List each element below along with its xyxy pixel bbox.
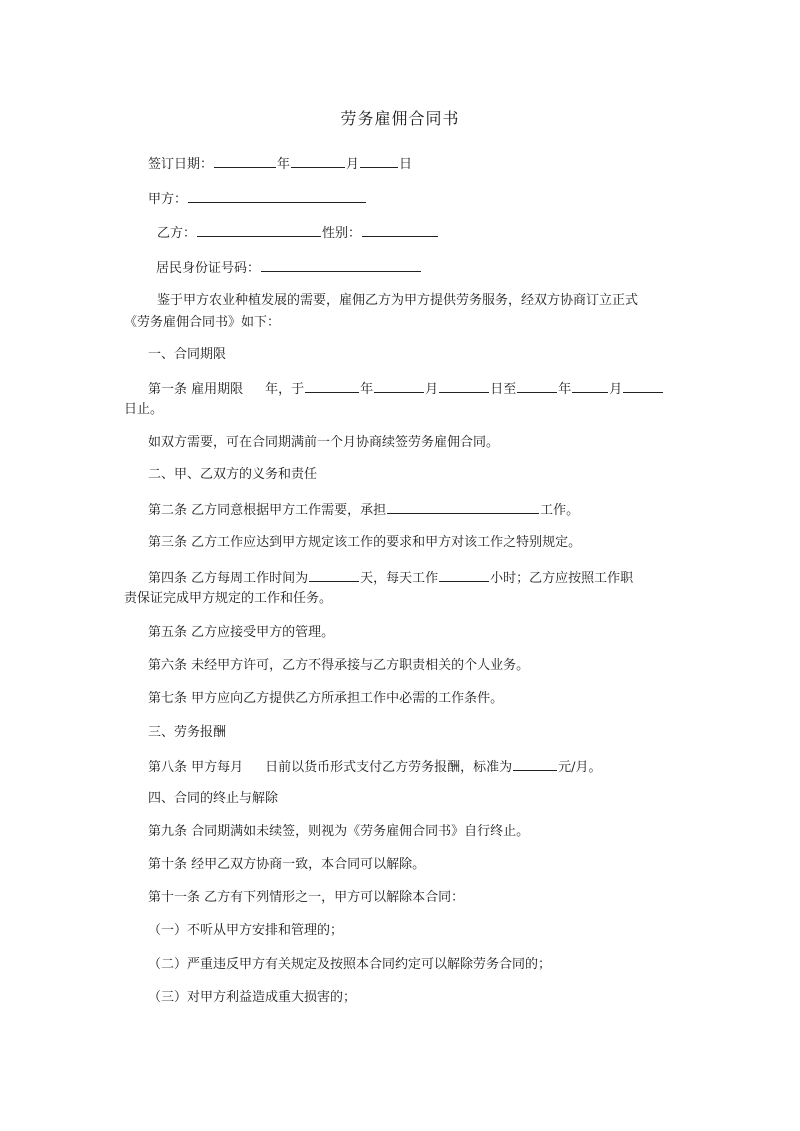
article-2-suffix: 工作。 (540, 503, 580, 518)
end-day-blank[interactable] (623, 378, 663, 393)
article-1-line-2: 日止。 (124, 402, 164, 417)
preamble-line-2: 《劳务雇佣合同书》如下： (124, 315, 281, 330)
list-item: （二）严重违反甲方有关规定及按照本合同约定可以解除劳务合同的； (148, 957, 552, 972)
salary-blank[interactable] (513, 756, 557, 771)
article-11: 第十一条 乙方有下列情形之一，甲方可以解除本合同： (148, 890, 465, 905)
gender-label: 性别： (322, 226, 362, 241)
party-a-label: 甲方： (148, 192, 188, 207)
section-heading-term: 一、合同期限 (148, 347, 227, 362)
article-3: 第三条 乙方工作应达到甲方规定该工作的要求和甲方对该工作之特别规定。 (148, 535, 582, 550)
start-year-blank[interactable] (305, 378, 359, 393)
party-b-blank[interactable] (197, 222, 321, 237)
article-5: 第五条 乙方应接受甲方的管理。 (148, 625, 335, 640)
party-a-blank[interactable] (188, 188, 366, 203)
end-month-blank[interactable] (572, 378, 608, 393)
article-4-days: 天，每天工作 (360, 571, 439, 586)
article-1-prefix: 第一条 雇用期限 (148, 382, 244, 397)
section-heading-termination: 四、合同的终止与解除 (148, 791, 279, 806)
article-4-line-1 (148, 567, 633, 589)
article-6: 第六条 未经甲方许可，乙方不得承接与乙方职责相关的个人业务。 (148, 658, 530, 673)
list-item: （三）对甲方利益造成重大损害的； (148, 990, 357, 1005)
article-2-prefix: 第二条 乙方同意根据甲方工作需要，承担 (148, 503, 387, 518)
signing-year-blank[interactable] (214, 153, 276, 168)
article-4-hours: 小时；乙方应按照工作职 (490, 571, 634, 586)
article-4-prefix: 第四条 乙方每周工作时间为 (148, 571, 309, 586)
signing-month-label: 月 (346, 157, 360, 172)
article-8-suffix: 元/月。 (558, 760, 602, 775)
start-month-blank[interactable] (374, 378, 424, 393)
signing-month-blank[interactable] (291, 153, 345, 168)
renewal-clause: 如双方需要，可在合同期满前一个月协商续签劳务雇佣合同。 (148, 435, 500, 450)
section-heading-pay: 三、劳务报酬 (148, 725, 227, 740)
article-8 (148, 756, 602, 778)
job-blank[interactable] (387, 499, 539, 514)
gender-blank[interactable] (362, 222, 438, 237)
signing-date-label: 签订日期： (148, 157, 214, 172)
party-b-line (157, 222, 439, 244)
section-heading-duties: 二、甲、乙双方的义务和责任 (148, 467, 318, 482)
document-title: 劳务雇佣合同书 (340, 109, 460, 128)
id-number-line (156, 257, 422, 279)
article-9: 第九条 合同期满如未续签，则视为《劳务雇佣合同书》自行终止。 (148, 824, 530, 839)
end-month-label: 月 (609, 382, 623, 397)
end-year-blank[interactable] (517, 378, 557, 393)
list-item: （一）不听从甲方安排和管理的； (148, 923, 344, 938)
signing-day-label: 日 (399, 157, 413, 172)
end-year-label: 年 (558, 382, 572, 397)
article-8-prefix: 第八条 甲方每月 (148, 760, 244, 775)
article-1-line-1 (148, 378, 664, 400)
article-2 (148, 499, 579, 521)
id-number-label: 居民身份证号码： (156, 261, 261, 276)
start-year-label: 年 (360, 382, 374, 397)
start-day-blank[interactable] (439, 378, 489, 393)
article-1-years: 年，于 (265, 382, 305, 397)
party-a-line (148, 188, 367, 210)
signing-date-line (148, 153, 412, 175)
start-day-label: 日至 (490, 382, 517, 397)
work-days-blank[interactable] (309, 567, 359, 582)
id-number-blank[interactable] (261, 257, 421, 272)
preamble-line-1: 鉴于甲方农业种植发展的需要，雇佣乙方为甲方提供劳务服务，经双方协商订立正式 (157, 293, 639, 308)
party-b-label: 乙方： (157, 226, 197, 241)
signing-year-label: 年 (277, 157, 291, 172)
work-hours-blank[interactable] (439, 567, 489, 582)
article-4-line-2: 责保证完成甲方规定的工作和任务。 (124, 591, 333, 606)
article-8-middle: 日前以货币形式支付乙方劳务报酬，标准为 (265, 760, 513, 775)
article-10: 第十条 经甲乙双方协商一致，本合同可以解除。 (148, 857, 426, 872)
article-7: 第七条 甲方应向乙方提供乙方所承担工作中必需的工作条件。 (148, 691, 504, 706)
signing-day-blank[interactable] (360, 153, 398, 168)
start-month-label: 月 (425, 382, 439, 397)
